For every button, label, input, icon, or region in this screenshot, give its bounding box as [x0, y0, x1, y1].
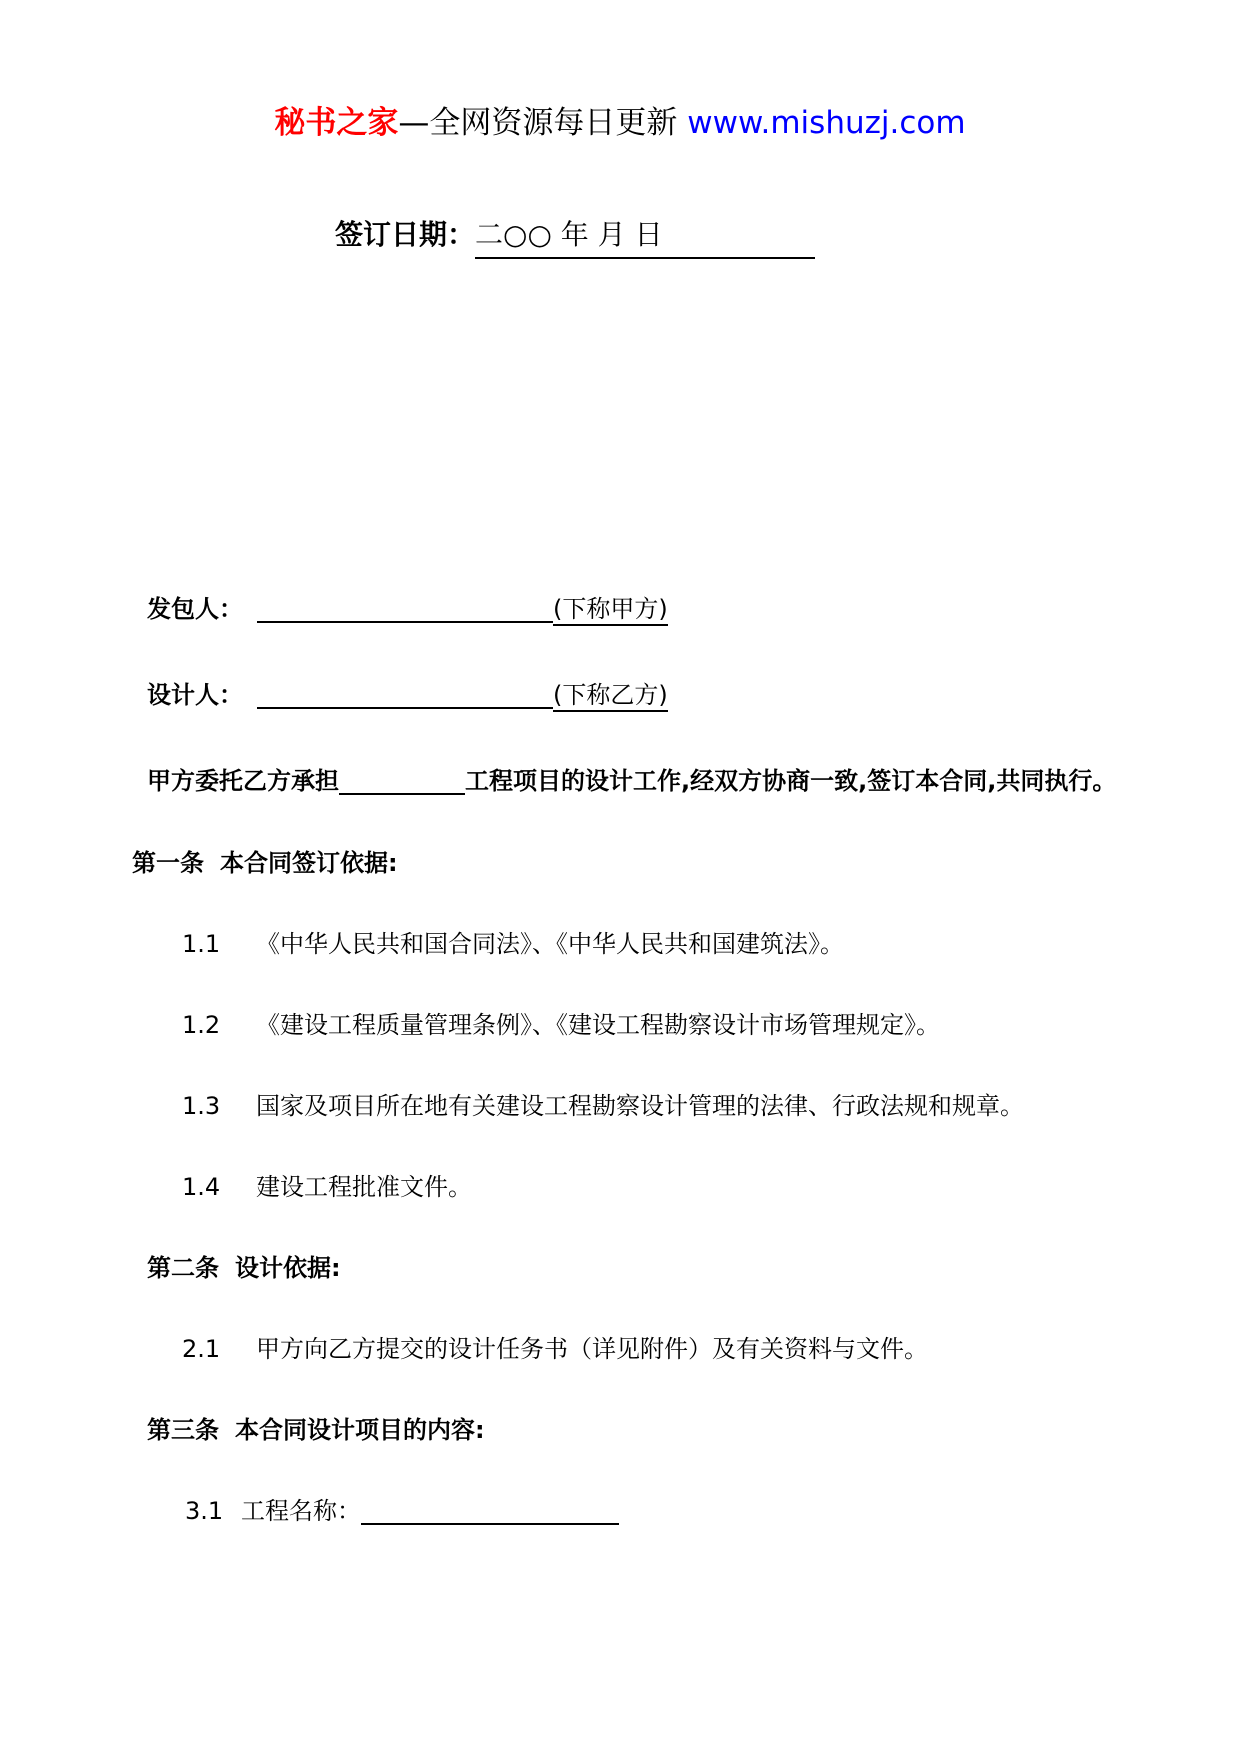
party-client-blank[interactable]: [257, 620, 553, 623]
party-designer-blank[interactable]: [257, 706, 553, 709]
item-number: 2.1: [182, 1335, 221, 1363]
party-designer-label: 设计人：: [147, 681, 243, 709]
list-item: [182, 1330, 928, 1368]
list-item: [185, 1492, 619, 1530]
article-2-heading: [147, 1249, 341, 1287]
list-item: [182, 1087, 1024, 1125]
article-title: 设计依据:: [235, 1254, 341, 1282]
list-item: [182, 925, 844, 963]
article-number: 第三条: [147, 1416, 219, 1444]
intro-prefix: 甲方委托乙方承担: [147, 767, 339, 795]
item-text: 国家及项目所在地有关建设工程勘察设计管理的法律、行政法规和规章。: [256, 1092, 1024, 1120]
party-client-suffix: (下称甲方): [553, 594, 668, 626]
party-designer-suffix: (下称乙方): [553, 680, 668, 712]
signing-date-label: 签订日期：: [335, 218, 476, 251]
article-number: 第一条: [132, 849, 204, 877]
party-client: [147, 590, 668, 628]
signing-date: [335, 213, 815, 259]
item-text: 工程名称：: [241, 1497, 361, 1525]
item-number: 3.1: [185, 1497, 224, 1525]
item-number: 1.3: [182, 1092, 221, 1120]
article-number: 第二条: [147, 1254, 219, 1282]
site-banner: [0, 100, 1240, 146]
party-designer: [147, 676, 668, 714]
item-text: 《中华人民共和国合同法》、《中华人民共和国建筑法》。: [256, 930, 844, 958]
project-title-blank[interactable]: [361, 1522, 619, 1525]
signing-date-field[interactable]: 二○○ 年 月 日: [475, 213, 815, 259]
party-client-label: 发包人：: [147, 595, 243, 623]
article-3-heading: [147, 1411, 485, 1449]
list-item: [182, 1006, 940, 1044]
intro-sentence: [147, 762, 1116, 800]
article-title: 本合同签订依据:: [220, 849, 398, 877]
banner-slogan: —全网资源每日更新: [398, 105, 688, 141]
article-1-heading: [132, 844, 398, 882]
list-item: [182, 1168, 472, 1206]
banner-url-link[interactable]: www.mishuzj.com: [687, 105, 966, 141]
item-text: 《建设工程质量管理条例》、《建设工程勘察设计市场管理规定》。: [256, 1011, 940, 1039]
brand-name: 秘书之家: [274, 105, 399, 141]
project-name-blank[interactable]: [339, 792, 465, 795]
item-number: 1.4: [182, 1173, 221, 1201]
intro-suffix: 工程项目的设计工作,经双方协商一致,签订本合同,共同执行。: [465, 767, 1117, 795]
article-title: 本合同设计项目的内容:: [235, 1416, 485, 1444]
item-number: 1.1: [182, 930, 221, 958]
item-text: 甲方向乙方提交的设计任务书（详见附件）及有关资料与文件。: [256, 1335, 928, 1363]
item-text: 建设工程批准文件。: [256, 1173, 472, 1201]
item-number: 1.2: [182, 1011, 221, 1039]
